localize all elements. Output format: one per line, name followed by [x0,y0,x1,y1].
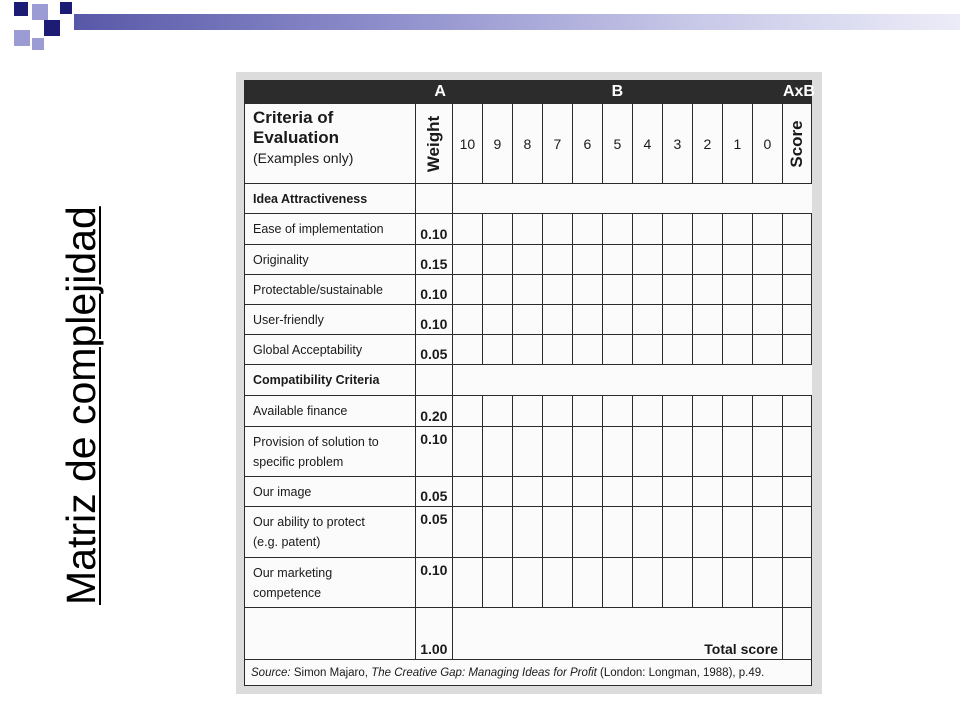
score-label: Score [786,119,806,168]
criterion-row [245,214,812,245]
total-score-cell [782,608,811,660]
scale-3: 3 [662,104,692,184]
section-row [245,184,812,214]
header-b: B [452,81,782,104]
criterion-label: Our image [245,477,416,507]
scale-4: 4 [632,104,662,184]
criterion-label: Protectable/sustainable [245,275,416,305]
corner-square-navy-3 [60,2,72,14]
weight-label: Weight [423,115,443,172]
criterion-weight: 0.20 [415,396,452,427]
total-blank [245,608,416,660]
criterion-weight: 0.10 [415,427,452,477]
criterion-row [245,275,812,305]
corner-square-lavender-3 [32,38,44,50]
source-note [245,660,812,686]
scale-0: 0 [752,104,782,184]
weight-cell [415,365,452,396]
corner-square-lavender-2 [14,30,30,46]
corner-square-navy-2 [44,20,60,36]
criterion-weight: 0.05 [415,507,452,558]
criterion-label [245,507,416,558]
criterion-label-line1: Our ability to protect [253,515,365,529]
scale-9: 9 [482,104,512,184]
criterion-label [245,427,416,477]
criterion-row [245,335,812,365]
total-score-label: Total score [452,608,782,660]
criterion-row [245,558,812,608]
total-row [245,608,812,660]
criterion-weight: 0.10 [415,275,452,305]
criterion-row [245,427,812,477]
scale-7: 7 [542,104,572,184]
section-title: Idea Attractiveness [245,184,416,214]
title-bar-gradient [74,14,960,30]
criterion-row [245,245,812,275]
criteria-heading-line1: Criteria of [253,108,334,127]
criterion-weight: 0.05 [415,477,452,507]
source-book: The Creative Gap: Managing Ideas for Profit [371,666,597,679]
weight-header [415,104,452,184]
scale-1: 1 [722,104,752,184]
criterion-label: User-friendly [245,305,416,335]
column-header-row [245,104,812,184]
source-publisher: (London: Longman, 1988), p.49. [600,666,765,679]
total-weight: 1.00 [415,608,452,660]
scale-8: 8 [512,104,542,184]
evaluation-matrix [244,80,815,686]
criterion-label: Ease of implementation [245,214,416,245]
criterion-row [245,507,812,558]
criterion-row [245,396,812,427]
corner-square-lavender-1 [32,4,48,20]
criterion-label: Originality [245,245,416,275]
section-blank [452,184,811,214]
source-author: Simon Majaro, [293,666,368,679]
criterion-label: Global Acceptability [245,335,416,365]
slide-title: Matriz de complejidad [58,206,104,605]
source-label: Source: [251,666,291,679]
scale-10: 10 [452,104,482,184]
criterion-label-line2: competence [253,585,322,600]
criterion-label-line1: Provision of solution to [253,434,379,449]
section-title: Compatibility Criteria [245,365,416,396]
section-row [245,365,812,396]
source-row [245,660,812,686]
criterion-weight: 0.10 [415,558,452,608]
scale-5: 5 [602,104,632,184]
scale-6: 6 [572,104,602,184]
criteria-heading-line3: (Examples only) [253,150,354,166]
criterion-weight: 0.10 [415,214,452,245]
criterion-weight: 0.10 [415,305,452,335]
criterion-row [245,477,812,507]
criteria-heading-line2: Evaluation [253,128,339,147]
header-axb: AxB [782,81,811,104]
criteria-heading [245,104,416,184]
criterion-label: Available finance [245,396,416,427]
section-blank [452,365,811,396]
corner-square-navy-1 [14,2,28,16]
criterion-label-line2: specific problem [253,454,344,469]
criterion-row [245,305,812,335]
scale-2: 2 [692,104,722,184]
criterion-label-line1: Our marketing [253,565,333,580]
matrix-figure [236,72,822,694]
criterion-label-line2: (e.g. patent) [253,535,321,549]
score-header [782,104,811,184]
criterion-weight: 0.05 [415,335,452,365]
criterion-weight: 0.15 [415,245,452,275]
criterion-label [245,558,416,608]
header-a: A [245,81,453,104]
header-letter-row [245,81,812,104]
weight-cell [415,184,452,214]
